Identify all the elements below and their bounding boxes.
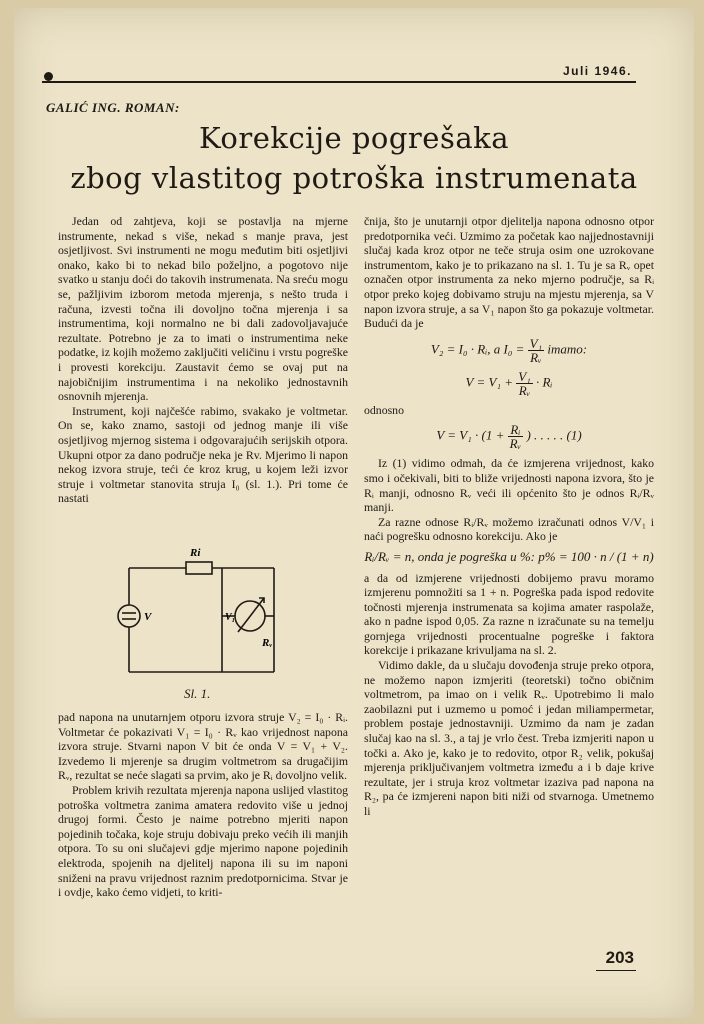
footer-rule: [596, 970, 636, 971]
paragraph: Instrument, koji najčešće rabimo, svakako je voltmetar. On se, kako znamo, sastoji od jednog manje ili više osjetljivog mjernog sistema i odgovarajućih serijskih otpora. Ukupni otpor za dano područje neka je Rv. Mjerimo li napon nekog izvora struje, teći će kroz krug, u kojem leži izvor struje i voltmetar stanovita struja I₀ (sl. 1.). Pri tome će nastati: [58, 403, 348, 506]
equation-2: [364, 370, 654, 397]
equation-4: Rᵢ/Rᵥ = n, onda je pogreška u %: p% = 100 · n / (1 + n): [364, 548, 654, 564]
paragraph: Jedan od zahtjeva, koji se postavlja na mjerne instrumente, nekad s više, nekad s manje prava, jest osjetljivost. Svi instrumenti ne mogu međutim biti osjetljivi onako, kako bi to nekad bilo poželjno, a pogotovo nije svatko u stanju doći do takovih instrumenata. Na sreću mogu se, pažljivim izborom metoda mjerenja, s nešto truda i računa, izvesti točna ili dovoljno točna mjerenja i sa instrumentima, koji normalno ne bi dali zadovoljavajuće rezultate. Potrebno je za to imati o instrumentima neke podatke, iz kojih možemo zaključiti veličinu i vrstu pogreške i provesti korekciju. Zaustavit ćemo se ovaj put na najobičnijim instrumentima i na nekoliko jednostavnih osnovnih mjerenja.: [58, 214, 348, 404]
label-ri: Ri: [190, 547, 201, 559]
paragraph: Za razne odnose Rᵢ/Rᵥ možemo izračunati odnos V/V₁ i naći pogrešku odnosno korekciju. Ako je: [364, 514, 654, 544]
title-line-2: zbog vlastitog potroška instrumenata: [70, 161, 638, 195]
header-rule: [42, 81, 636, 83]
paragraph: Iz (1) vidimo odmah, da će izmjerena vrijednost, kako smo i očekivali, biti to bliže vrijednosti napona izvora, što je Rᵢ manji, odnosno Rᵥ veći ili općenito što je odnos Rᵢ/Rᵥ manji.: [364, 456, 654, 515]
denominator: Rᵥ: [518, 382, 531, 398]
paragraph: Vidimo dakle, da u slučaju dovođenja struje preko otpora, ne možemo napon izmjeriti (teoretski) točno običnim voltmetrom, pa imao on i velik Rᵥ. Upotrebimo li malo zaobilazni put i uzmemo u pomoć i jedan miliampermetar, problem postaje jednostavniji. Uzmimo da nam je zadan slučaj kao na sl. 3., a taj je vrlo čest. Treba izmjeriti napon u točki a. Ako je, kako je to redovito, otpor R₂ velik, pokušaj mjerenja priključivanjem voltmetra između a i b daje krive rezultate, jer i struja kroz voltmetar izaziva pad napona na R₂, pa će izmjereni napon biti niži od stvarnoga. Umetnemo li: [364, 658, 654, 818]
odnosno-text: odnosno: [364, 402, 404, 417]
eq-text: imamo:: [547, 341, 588, 357]
denominator: Rᵥ: [530, 349, 542, 365]
bullet-icon: [44, 72, 53, 81]
figure-caption: Sl. 1.: [184, 686, 211, 701]
source-icon: [118, 605, 140, 627]
title-line-1: Korekcije pogrešaka: [199, 121, 509, 155]
equation-3: [364, 423, 654, 450]
author: GALIĆ ING. ROMAN:: [46, 100, 180, 115]
equation-1: [364, 337, 654, 364]
page: [14, 8, 694, 1018]
paragraph: pad napona na unutarnjem otporu izvora struje V₂ = I₀ · Rᵢ. Voltmetar će pokazivati V₁ = I₀ · Rᵥ kao vrijednost napona izvora struje. Stvarni napon V bit će onda V = V₁ + V₂. Izvedemo li mjerenje sa drugim voltmetrom sa drugačijim Rᵥ, rezultat se neće slagati sa prvim, ako je Rᵢ dovoljno velik.: [58, 710, 348, 783]
denominator: Rᵥ: [509, 436, 522, 452]
fraction: [508, 423, 524, 450]
paragraph: čnija, što je unutarnji otpor djelitelja napona odnosno otpor predotpornika veći. Uzmimo za početak kao najjednostavniji slučaj kada kroz otpor ne teče struja osim one uzrokovane instrumentom, kako je to prikazano na sl. 1. Tu je sa Rᵥ opet označen otpor instrumenta za neko mjerno područje, sa Rᵢ otpor preko kojeg dobivamo struju na mjestu mjerenja, sa V napon izvora struje, a sa V₁ napon što ga pokazuje voltmetar. Budući da je: [364, 214, 654, 331]
numerator: V₁: [518, 368, 531, 384]
right-column: [364, 214, 654, 819]
eq-text: V = V₁ · (1 +: [436, 427, 505, 443]
label-rv: Rᵥ: [262, 637, 273, 649]
resistor-ri: [186, 562, 212, 574]
numerator: V₁: [529, 335, 543, 351]
left-column-bottom: [58, 710, 348, 900]
issue-date: Juli 1946.: [562, 64, 632, 78]
eq-text: · Rᵢ: [535, 374, 553, 390]
fraction: [528, 337, 544, 364]
fraction: [516, 370, 532, 397]
eq-text: ) . . . . . (1): [526, 427, 582, 443]
page-number: 203: [605, 948, 634, 967]
label-v1: V₁: [225, 612, 236, 623]
eq-text: V = V₁ +: [465, 374, 513, 390]
circuit-diagram: [104, 540, 304, 678]
label-v: V: [144, 611, 152, 623]
numerator: Rᵢ: [508, 423, 524, 437]
paragraph: Problem krivih rezultata mjerenja napona uslijed vlastitog potroška voltmetra zanima amatera redovito više u jednoj drugoj formi. Često je naime potrebno mjeriti napon pojedinih točaka, koje struju dobivaju preko većih ili manjih otpora. To su oni slučajevi gdje mjerimo napone pojedinih elektroda, spojenih na djelitelj napona ili su im naponi sniženi na pravu vrijednost raznim predotpornicima. Stvar je i ovdje, kako ćemo vidjeti, to kriti-: [58, 782, 348, 900]
paragraph: a da od izmjerene vrijednosti dobijemo pravu moramo izmjerenu pomnožiti sa 1 + n. Pogreška pada ispod redovite točnosti mjerenja instrumenata sa kojima amater raspolaže, ako n padne ispod 0,05. Za razne n izračunate su na temelju gornjega vrijednosti procentualne pogreške i faktora korekcije i prikazane krivuljama na sl. 2.: [364, 570, 654, 658]
left-column: [58, 214, 348, 506]
eq-text: V₂ = I₀ · Rᵢ, a I₀ =: [430, 341, 525, 357]
